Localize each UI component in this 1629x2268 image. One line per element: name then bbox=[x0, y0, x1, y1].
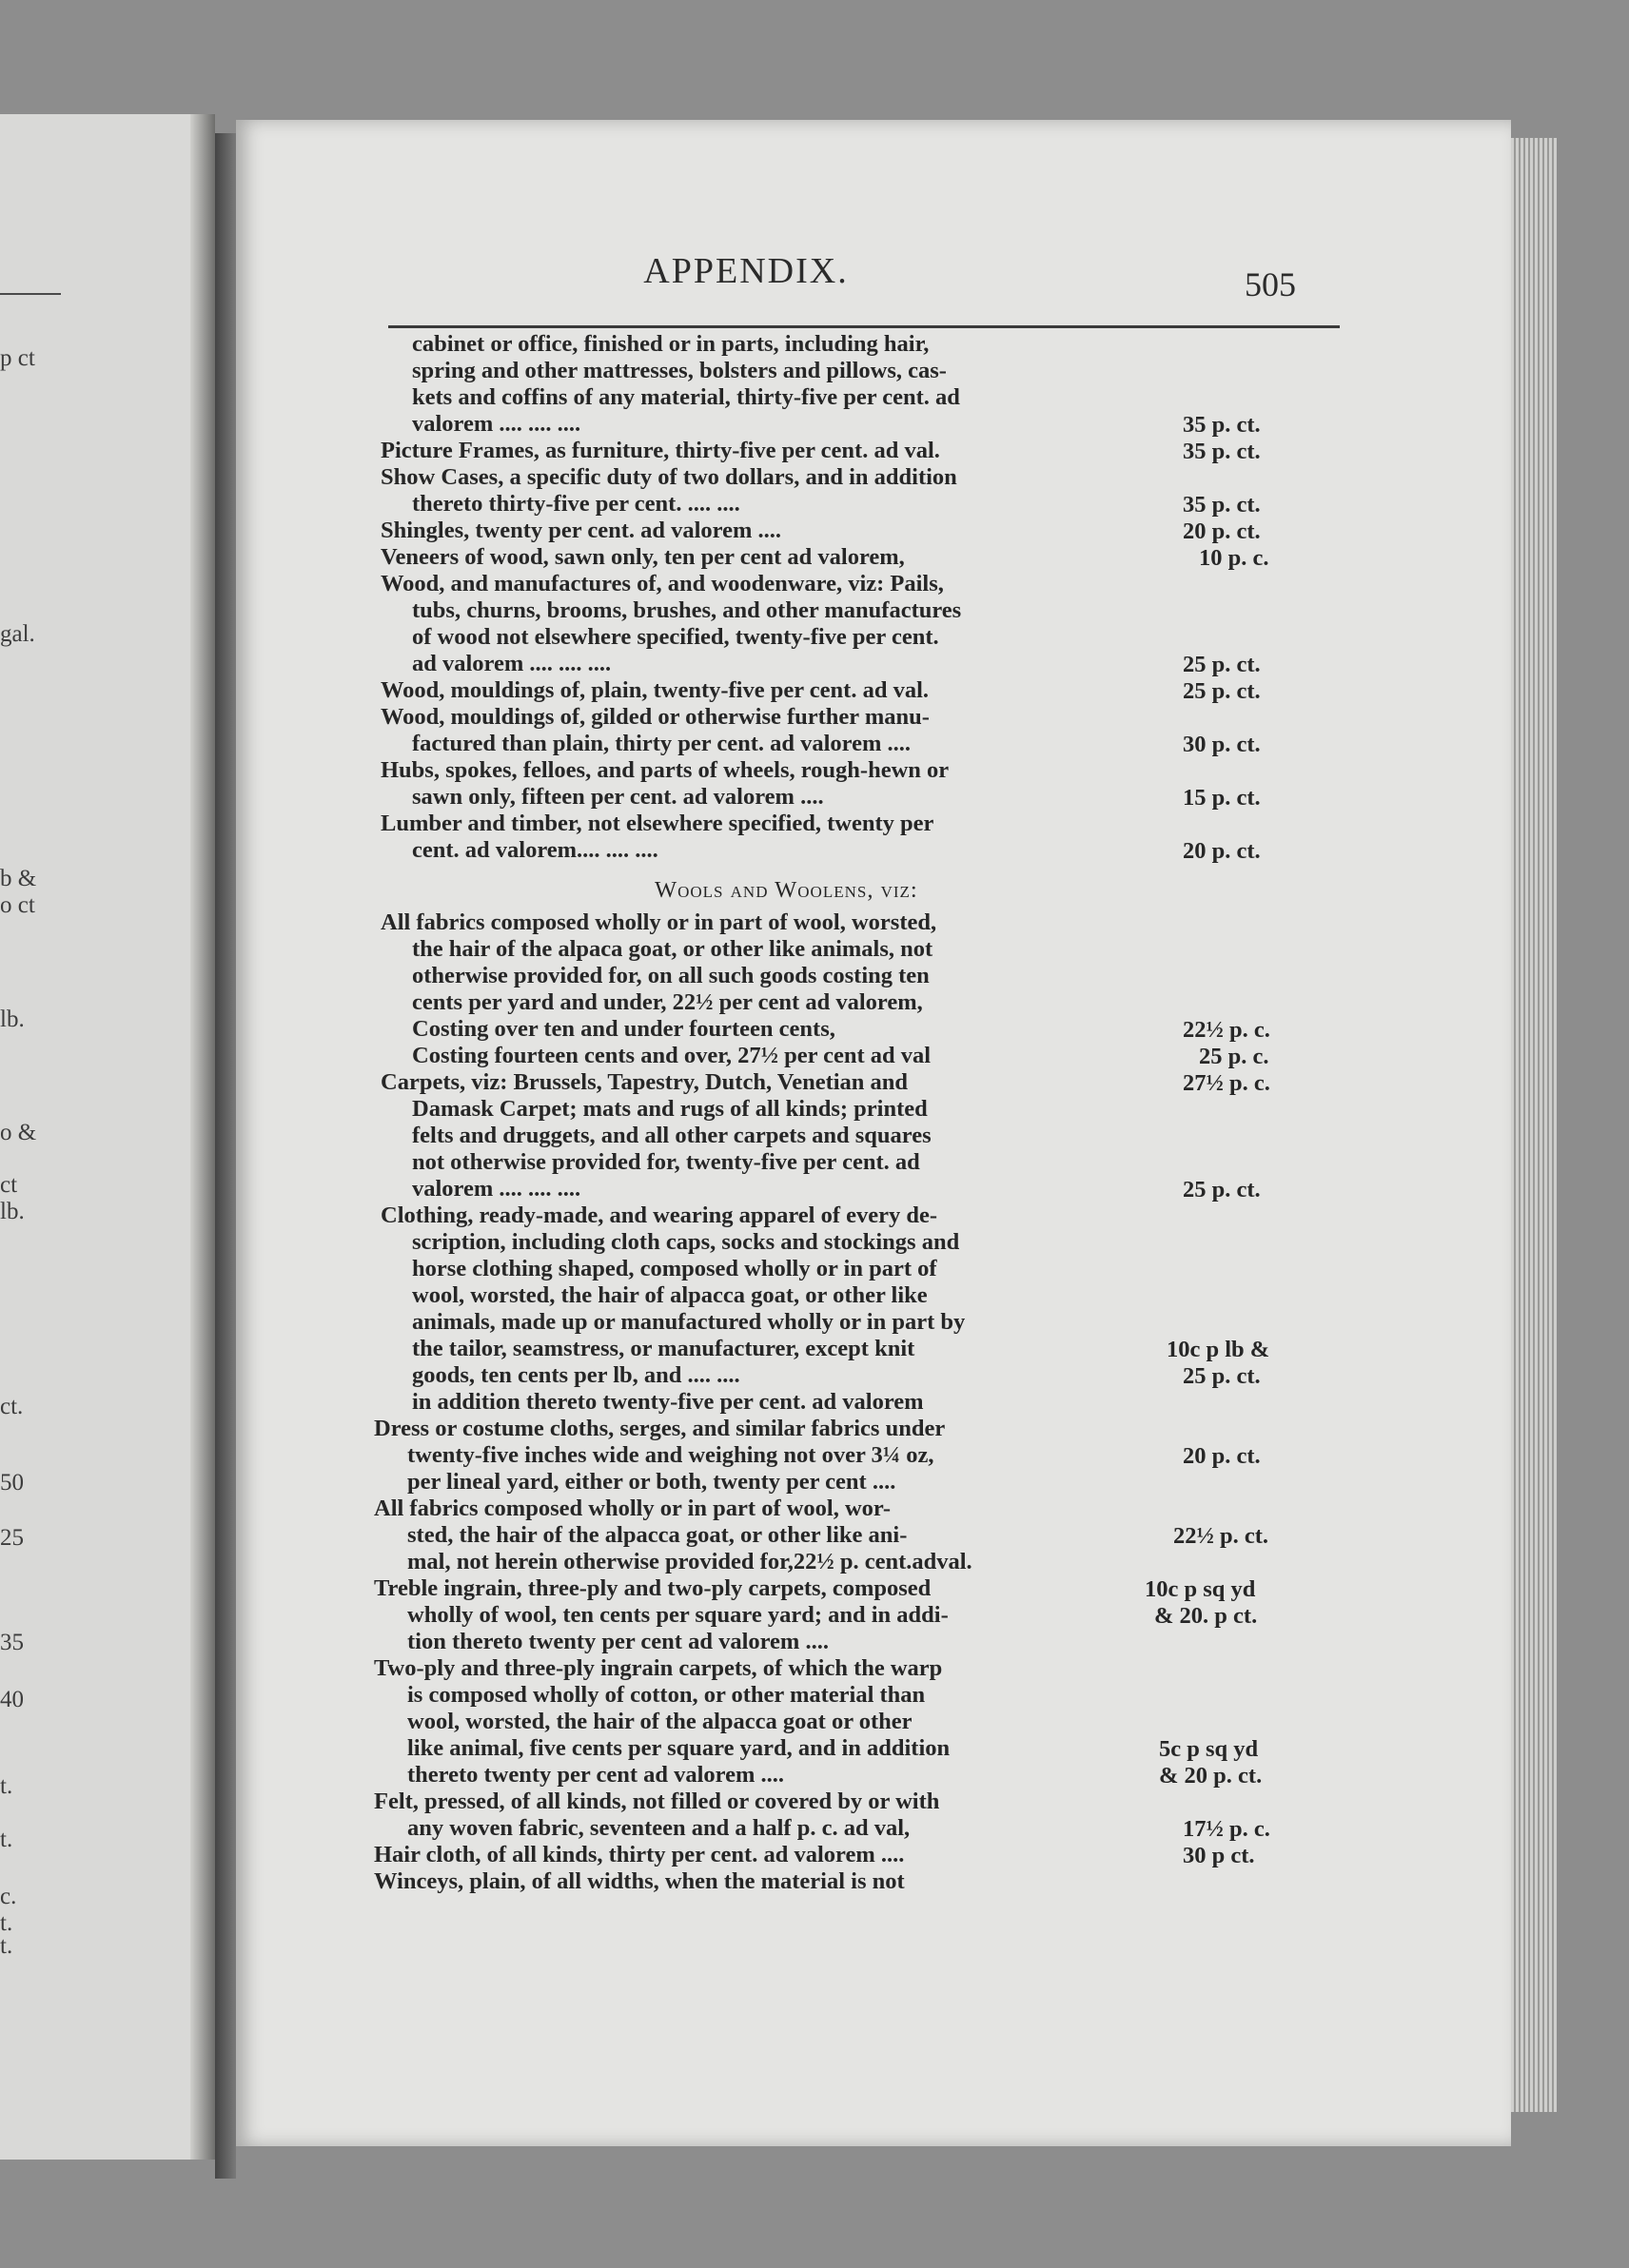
duty-rate: & 20 p. ct. bbox=[1159, 1763, 1263, 1789]
duty-rate: 30 p ct. bbox=[1183, 1843, 1255, 1868]
left-fragment: 40 bbox=[0, 1687, 24, 1712]
duty-rate: 35 p. ct. bbox=[1183, 412, 1261, 438]
page-title: APPENDIX. bbox=[643, 251, 849, 291]
left-fragment: t. bbox=[0, 1827, 13, 1852]
duty-rate: 17½ p. c. bbox=[1183, 1816, 1270, 1842]
left-fragment: ct bbox=[0, 1172, 18, 1198]
text-line: cents per yard and under, 22½ per cent ad valorem, bbox=[412, 989, 923, 1015]
duty-rate: 20 p. ct. bbox=[1183, 838, 1261, 864]
text-line: Damask Carpet; mats and rugs of all kinds; printed bbox=[412, 1096, 928, 1122]
book-spine bbox=[215, 133, 236, 2179]
left-fragment: 25 bbox=[0, 1525, 24, 1551]
duty-rate: & 20. p ct. bbox=[1154, 1603, 1258, 1629]
text-line: otherwise provided for, on all such goods costing ten bbox=[412, 963, 930, 988]
duty-rate: 25 p. c. bbox=[1199, 1044, 1269, 1069]
text-line: per lineal yard, either or both, twenty per cent .... bbox=[407, 1469, 896, 1495]
left-fragment: 50 bbox=[0, 1470, 24, 1496]
left-fragment: o ct bbox=[0, 892, 35, 918]
text-line: felts and druggets, and all other carpets and squares bbox=[412, 1123, 932, 1148]
header-rule bbox=[388, 325, 1340, 328]
text-line: Hair cloth, of all kinds, thirty per cent. ad valorem .... bbox=[374, 1842, 905, 1867]
text-line: Hubs, spokes, felloes, and parts of wheels, rough-hewn or bbox=[381, 757, 950, 783]
gutter-shadow bbox=[190, 114, 215, 2160]
text-line: Carpets, viz: Brussels, Tapestry, Dutch, Venetian and bbox=[381, 1069, 909, 1095]
text-line: All fabrics composed wholly or in part of wool, worsted, bbox=[381, 909, 937, 935]
text-line: wholly of wool, ten cents per square yard; and in addi- bbox=[407, 1602, 949, 1628]
left-fragment: t. bbox=[0, 1933, 13, 1959]
text-line: Costing fourteen cents and over, 27½ per cent ad val bbox=[412, 1043, 932, 1068]
text-line: cabinet or office, finished or in parts, including hair, bbox=[412, 331, 930, 357]
text-line: goods, ten cents per lb, and .... .... bbox=[412, 1362, 740, 1388]
text-line: scription, including cloth caps, socks and stockings and bbox=[412, 1229, 960, 1255]
text-line: kets and coffins of any material, thirty-five per cent. ad bbox=[412, 384, 960, 410]
duty-rate: 27½ p. c. bbox=[1183, 1070, 1270, 1096]
text-line: Dress or costume cloths, serges, and similar fabrics under bbox=[374, 1416, 946, 1441]
left-page-header-rule bbox=[0, 293, 61, 295]
text-line: Wood, mouldings of, gilded or otherwise further manu- bbox=[381, 704, 930, 730]
left-fragment: t. bbox=[0, 1773, 13, 1799]
text-line: wool, worsted, the hair of alpacca goat, or other like bbox=[412, 1282, 928, 1308]
left-fragment: o & bbox=[0, 1120, 37, 1145]
left-fragment: lb. bbox=[0, 1199, 25, 1224]
text-line: valorem .... .... .... bbox=[412, 411, 581, 437]
duty-rate: 10c p sq yd bbox=[1145, 1576, 1256, 1602]
page-edges bbox=[1511, 138, 1557, 2112]
duty-rate: 10c p lb & bbox=[1167, 1337, 1270, 1362]
text-line: Two-ply and three-ply ingrain carpets, of which the warp bbox=[374, 1655, 943, 1681]
duty-rate: 25 p. ct. bbox=[1183, 1363, 1261, 1389]
duty-rate: 15 p. ct. bbox=[1183, 785, 1261, 811]
text-line: any woven fabric, seventeen and a half p. c. ad val, bbox=[407, 1815, 911, 1841]
duty-rate: 20 p. ct. bbox=[1183, 518, 1261, 544]
duty-rate: 10 p. c. bbox=[1199, 545, 1269, 571]
text-line: Veneers of wood, sawn only, ten per cent ad valorem, bbox=[381, 544, 905, 570]
text-line: the tailor, seamstress, or manufacturer, except knit bbox=[412, 1336, 915, 1361]
duty-rate: 22½ p. c. bbox=[1183, 1017, 1270, 1043]
text-line: All fabrics composed wholly or in part of wool, wor- bbox=[374, 1496, 892, 1521]
text-line: horse clothing shaped, composed wholly or in part of bbox=[412, 1256, 937, 1281]
text-line: factured than plain, thirty per cent. ad valorem .... bbox=[412, 731, 912, 756]
text-line: Wood, mouldings of, plain, twenty-five per cent. ad val. bbox=[381, 677, 930, 703]
text-line: sted, the hair of the alpacca goat, or other like ani- bbox=[407, 1522, 908, 1548]
text-line: spring and other mattresses, bolsters and pillows, cas- bbox=[412, 358, 947, 383]
section-heading: Wools and Woolens, viz: bbox=[655, 877, 918, 903]
text-line: Picture Frames, as furniture, thirty-five per cent. ad val. bbox=[381, 438, 940, 463]
text-line: valorem .... .... .... bbox=[412, 1176, 581, 1202]
text-line: Costing over ten and under fourteen cents, bbox=[412, 1016, 835, 1042]
text-line: sawn only, fifteen per cent. ad valorem .... bbox=[412, 784, 824, 810]
text-line: tubs, churns, brooms, brushes, and other manufactures bbox=[412, 597, 962, 623]
left-fragment: p ct bbox=[0, 345, 35, 371]
text-line: Treble ingrain, three-ply and two-ply carpets, composed bbox=[374, 1575, 932, 1601]
text-line: mal, not herein otherwise provided for,22½ p. cent.adval. bbox=[407, 1549, 972, 1574]
duty-rate: 30 p. ct. bbox=[1183, 732, 1261, 757]
text-line: Felt, pressed, of all kinds, not filled or covered by or with bbox=[374, 1789, 940, 1814]
left-fragment: lb. bbox=[0, 1007, 25, 1032]
text-line: animals, made up or manufactured wholly or in part by bbox=[412, 1309, 966, 1335]
left-fragment: ct. bbox=[0, 1394, 24, 1419]
text-line: tion thereto twenty per cent ad valorem .... bbox=[407, 1629, 829, 1654]
text-line: Show Cases, a specific duty of two dollars, and in addition bbox=[381, 464, 957, 490]
duty-rate: 22½ p. ct. bbox=[1173, 1523, 1269, 1549]
text-line: ad valorem .... .... .... bbox=[412, 651, 612, 676]
text-line: like animal, five cents per square yard, and in addition bbox=[407, 1735, 951, 1761]
text-line: cent. ad valorem.... .... .... bbox=[412, 837, 658, 863]
text-line: Wood, and manufactures of, and woodenware, viz: Pails, bbox=[381, 571, 944, 596]
right-page bbox=[236, 120, 1511, 2146]
text-line: Lumber and timber, not elsewhere specified, twenty per bbox=[381, 811, 934, 836]
text-line: in addition thereto twenty-five per cent. ad valorem bbox=[412, 1389, 924, 1415]
left-fragment: b & bbox=[0, 866, 37, 891]
text-line: Winceys, plain, of all widths, when the material is not bbox=[374, 1868, 905, 1894]
text-line: thereto twenty per cent ad valorem .... bbox=[407, 1762, 784, 1788]
text-line: Shingles, twenty per cent. ad valorem .... bbox=[381, 518, 782, 543]
duty-rate: 25 p. ct. bbox=[1183, 1177, 1261, 1202]
duty-rate: 25 p. ct. bbox=[1183, 652, 1261, 677]
text-line: wool, worsted, the hair of the alpacca goat or other bbox=[407, 1709, 913, 1734]
duty-rate: 35 p. ct. bbox=[1183, 492, 1261, 518]
text-line: Clothing, ready-made, and wearing apparel of every de- bbox=[381, 1202, 938, 1228]
page-number: 505 bbox=[1245, 265, 1296, 303]
text-line: twenty-five inches wide and weighing not over 3¼ oz, bbox=[407, 1442, 934, 1468]
left-page bbox=[0, 114, 215, 2160]
left-fragment: gal. bbox=[0, 621, 35, 647]
text-line: of wood not elsewhere specified, twenty-five per cent. bbox=[412, 624, 939, 650]
left-fragment: 35 bbox=[0, 1630, 24, 1655]
duty-rate: 25 p. ct. bbox=[1183, 678, 1261, 704]
left-fragment: t. bbox=[0, 1910, 13, 1936]
text-line: is composed wholly of cotton, or other material than bbox=[407, 1682, 926, 1708]
text-line: thereto thirty-five per cent. .... .... bbox=[412, 491, 740, 517]
left-fragment: c. bbox=[0, 1884, 17, 1909]
duty-rate: 35 p. ct. bbox=[1183, 439, 1261, 464]
duty-rate: 5c p sq yd bbox=[1159, 1736, 1259, 1762]
text-line: not otherwise provided for, twenty-five per cent. ad bbox=[412, 1149, 920, 1175]
duty-rate: 20 p. ct. bbox=[1183, 1443, 1261, 1469]
text-line: the hair of the alpaca goat, or other like animals, not bbox=[412, 936, 933, 962]
